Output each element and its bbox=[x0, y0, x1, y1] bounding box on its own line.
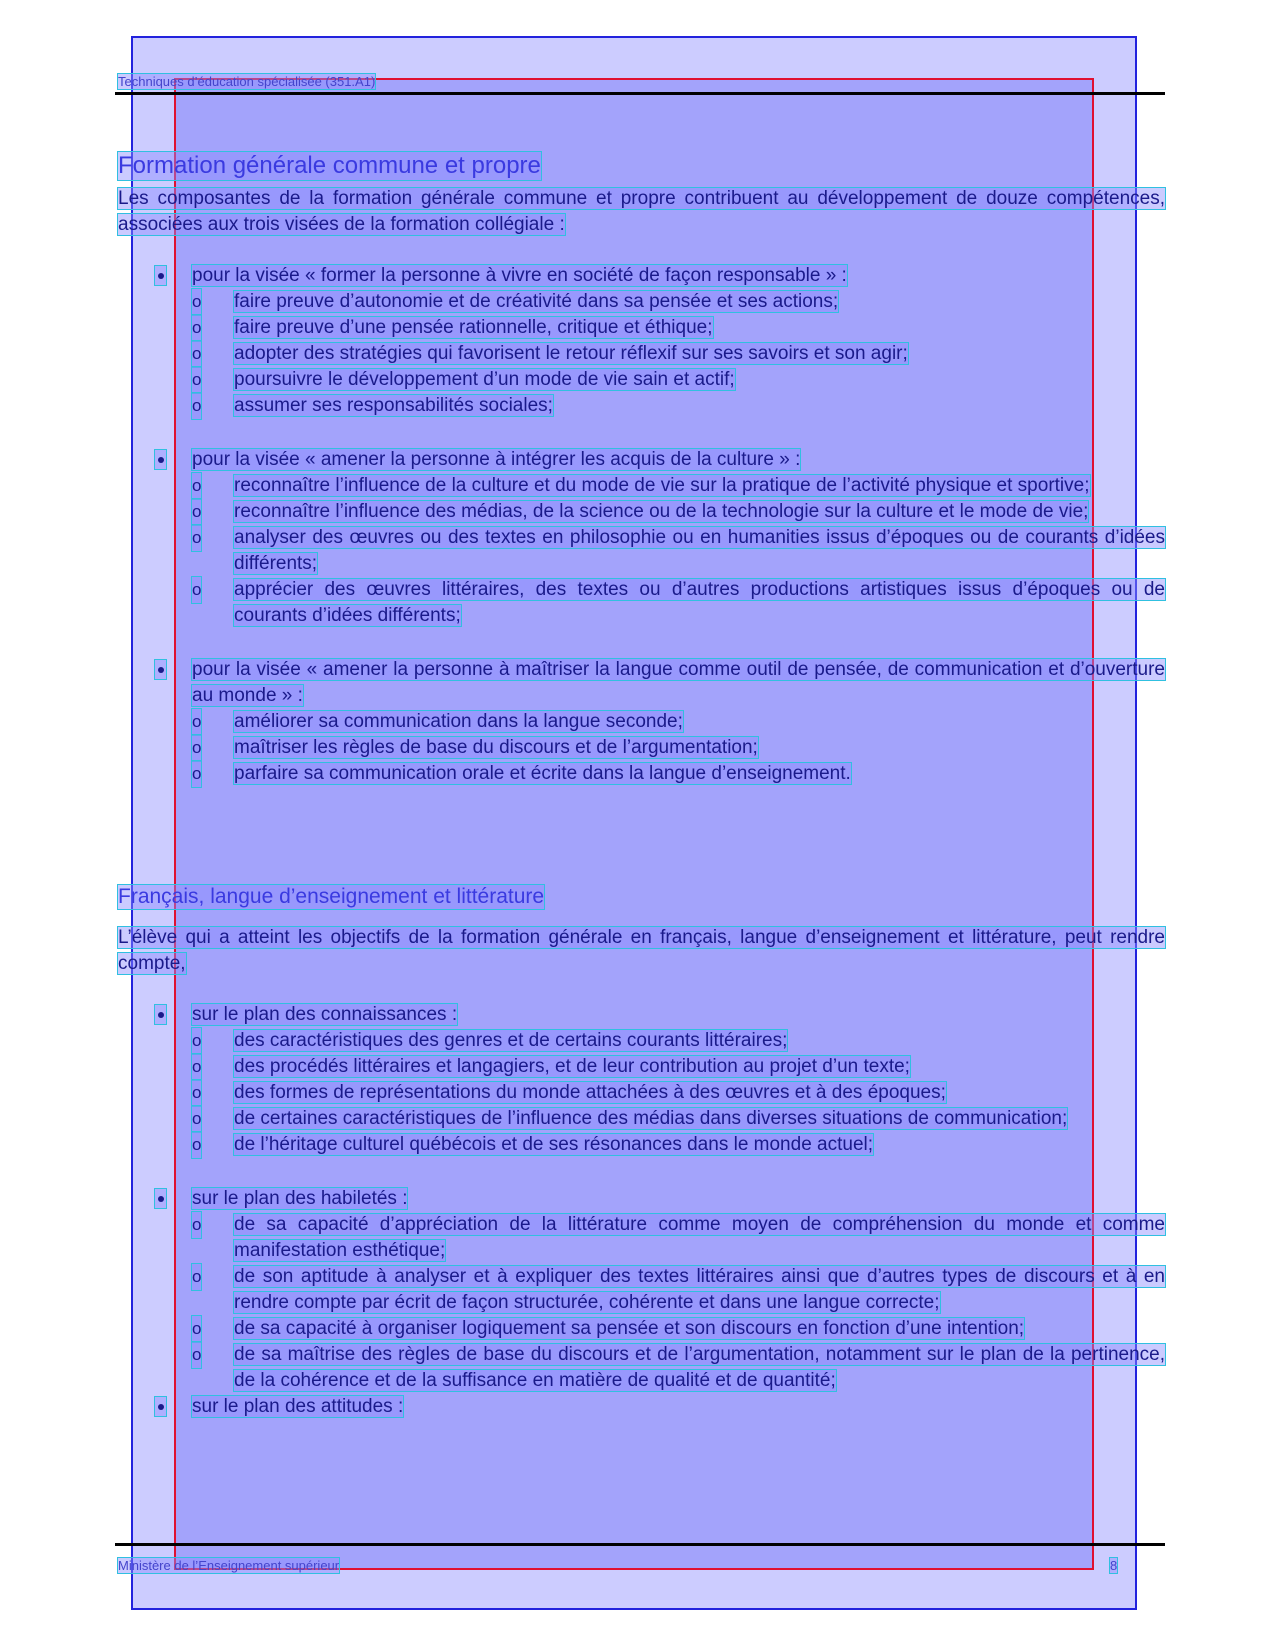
list-item bbox=[192, 289, 1165, 315]
section-title-francais: Français, langue d’enseignement et littérature bbox=[118, 885, 545, 908]
list-item bbox=[192, 393, 1165, 419]
group-label: sur le plan des connaissances : bbox=[192, 1004, 458, 1025]
list-item-text: améliorer sa communication dans la langue seconde; bbox=[234, 711, 683, 732]
bullet-circle-icon: o bbox=[192, 761, 201, 787]
bullet-circle-icon: o bbox=[192, 709, 201, 735]
list-item-text: maîtriser les règles de base du discours et de l’argumentation; bbox=[234, 737, 758, 758]
list-item-text: de l’héritage culturel québécois et de ses résonances dans le monde actuel; bbox=[234, 1134, 874, 1155]
list-item bbox=[155, 1002, 1165, 1158]
list-item bbox=[192, 1132, 1165, 1158]
list-item-text: apprécier des œuvres littéraires, des textes ou d’autres productions artistiques issus d’époques ou de courants d’idées différents; bbox=[234, 579, 1165, 626]
list-item-text: assumer ses responsabilités sociales; bbox=[234, 395, 553, 416]
list-item bbox=[192, 1106, 1165, 1132]
list-item bbox=[155, 447, 1165, 629]
bullet-circle-icon: o bbox=[192, 341, 201, 367]
header-rule bbox=[115, 92, 1165, 95]
list-item bbox=[192, 499, 1165, 525]
list-item bbox=[155, 1394, 1165, 1420]
list-item bbox=[192, 1316, 1165, 1342]
list-item bbox=[192, 577, 1165, 629]
list-item bbox=[192, 1028, 1165, 1054]
list-item bbox=[192, 525, 1165, 577]
list-item-text: faire preuve d’une pensée rationnelle, critique et éthique; bbox=[234, 317, 713, 338]
bullet-circle-icon: o bbox=[192, 577, 201, 603]
bullet-dot-icon bbox=[155, 660, 166, 679]
list-item bbox=[192, 709, 1165, 735]
bullet-dot-icon bbox=[155, 1397, 166, 1416]
list-item bbox=[192, 1054, 1165, 1080]
list-item bbox=[192, 315, 1165, 341]
bullet-circle-icon: o bbox=[192, 315, 201, 341]
bullet-circle-icon: o bbox=[192, 1212, 201, 1238]
group-label: sur le plan des attitudes : bbox=[192, 1396, 404, 1417]
section1-intro: Les composantes de la formation générale commune et propre contribuent au développement de douze compétences, associées aux trois visées de la formation collégiale : bbox=[118, 188, 1165, 235]
list-item-text: adopter des stratégies qui favorisent le retour réflexif sur ses savoirs et son agir; bbox=[234, 343, 908, 364]
bullet-dot-icon bbox=[155, 1189, 166, 1208]
list-item bbox=[192, 1264, 1165, 1316]
section-title-formation-generale: Formation générale commune et propre bbox=[118, 152, 541, 179]
section2-list bbox=[155, 1002, 1165, 1420]
group-label: sur le plan des habiletés : bbox=[192, 1188, 408, 1209]
bullet-circle-icon: o bbox=[192, 473, 201, 499]
bullet-circle-icon: o bbox=[192, 1342, 201, 1368]
list-item-text: de sa maîtrise des règles de base du discours et de l’argumentation, notamment sur le plan de la pertinence, de la cohérence et de la suffisance en matière de qualité et de quantité; bbox=[234, 1344, 1165, 1391]
group-label: pour la visée « amener la personne à maîtriser la langue comme outil de pensée, de communication et d’ouverture au monde » : bbox=[192, 659, 1165, 706]
bullet-circle-icon: o bbox=[192, 499, 201, 525]
bullet-circle-icon: o bbox=[192, 1054, 201, 1080]
list-item bbox=[192, 1342, 1165, 1394]
footer-rule bbox=[115, 1543, 1165, 1546]
list-item-text: de sa capacité à organiser logiquement sa pensée et son discours en fonction d’une intention; bbox=[234, 1318, 1025, 1339]
bullet-circle-icon: o bbox=[192, 1080, 201, 1106]
list-item bbox=[155, 263, 1165, 419]
list-item bbox=[192, 761, 1165, 787]
list-item bbox=[192, 367, 1165, 393]
bullet-circle-icon: o bbox=[192, 1106, 201, 1132]
list-item-text: reconnaître l’influence des médias, de la science ou de la technologie sur la culture et le mode de vie; bbox=[234, 501, 1089, 522]
list-item-text: de son aptitude à analyser et à expliquer des textes littéraires ainsi que d’autres types de discours et à en rendre compte par écrit de façon structurée, cohérente et dans une langue correcte; bbox=[234, 1266, 1165, 1313]
list-item-text: des procédés littéraires et langagiers, et de leur contribution au projet d’un texte; bbox=[234, 1056, 910, 1077]
list-item bbox=[155, 657, 1165, 787]
section1-list bbox=[155, 263, 1165, 815]
bullet-circle-icon: o bbox=[192, 289, 201, 315]
bullet-circle-icon: o bbox=[192, 393, 201, 419]
bullet-circle-icon: o bbox=[192, 1132, 201, 1158]
list-item bbox=[192, 735, 1165, 761]
list-item bbox=[192, 1212, 1165, 1264]
bullet-circle-icon: o bbox=[192, 1316, 201, 1342]
list-item bbox=[192, 341, 1165, 367]
bullet-circle-icon: o bbox=[192, 367, 201, 393]
list-item-text: des caractéristiques des genres et de certains courants littéraires; bbox=[234, 1030, 788, 1051]
list-item-text: parfaire sa communication orale et écrite dans la langue d’enseignement. bbox=[234, 763, 851, 784]
running-footer: Ministère de l’Enseignement supérieur bbox=[118, 1558, 340, 1573]
bullet-dot-icon bbox=[155, 1005, 166, 1024]
list-item bbox=[192, 473, 1165, 499]
bullet-circle-icon: o bbox=[192, 1028, 201, 1054]
list-item-text: analyser des œuvres ou des textes en philosophie ou en humanities issus d’époques ou de courants d’idées différents; bbox=[234, 527, 1165, 574]
bullet-dot-icon bbox=[155, 266, 166, 285]
list-item-text: reconnaître l’influence de la culture et du mode de vie sur la pratique de l’activité physique et sportive; bbox=[234, 475, 1090, 496]
list-item-text: faire preuve d’autonomie et de créativité dans sa pensée et ses actions; bbox=[234, 291, 839, 312]
list-item-text: des formes de représentations du monde attachées à des œuvres et à des époques; bbox=[234, 1082, 946, 1103]
list-item bbox=[192, 1080, 1165, 1106]
list-item-text: de sa capacité d’appréciation de la littérature comme moyen de compréhension du monde et comme manifestation esthétique; bbox=[234, 1214, 1165, 1261]
list-item-text: de certaines caractéristiques de l’influence des médias dans diverses situations de communication; bbox=[234, 1108, 1068, 1129]
bullet-dot-icon bbox=[155, 450, 166, 469]
bullet-circle-icon: o bbox=[192, 525, 201, 551]
page-number: 8 bbox=[1110, 1558, 1118, 1573]
section2-intro: L’élève qui a atteint les objectifs de la formation générale en français, langue d’enseignement et littérature, peut rendre compte, bbox=[118, 927, 1165, 974]
group-label: pour la visée « former la personne à vivre en société de façon responsable » : bbox=[192, 265, 847, 286]
running-header: Techniques d’éducation spécialisée (351.A1) bbox=[118, 74, 376, 89]
bullet-circle-icon: o bbox=[192, 735, 201, 761]
group-label: pour la visée « amener la personne à intégrer les acquis de la culture » : bbox=[192, 449, 801, 470]
list-item-text: poursuivre le développement d’un mode de vie sain et actif; bbox=[234, 369, 735, 390]
list-item bbox=[155, 1186, 1165, 1394]
bullet-circle-icon: o bbox=[192, 1264, 201, 1290]
